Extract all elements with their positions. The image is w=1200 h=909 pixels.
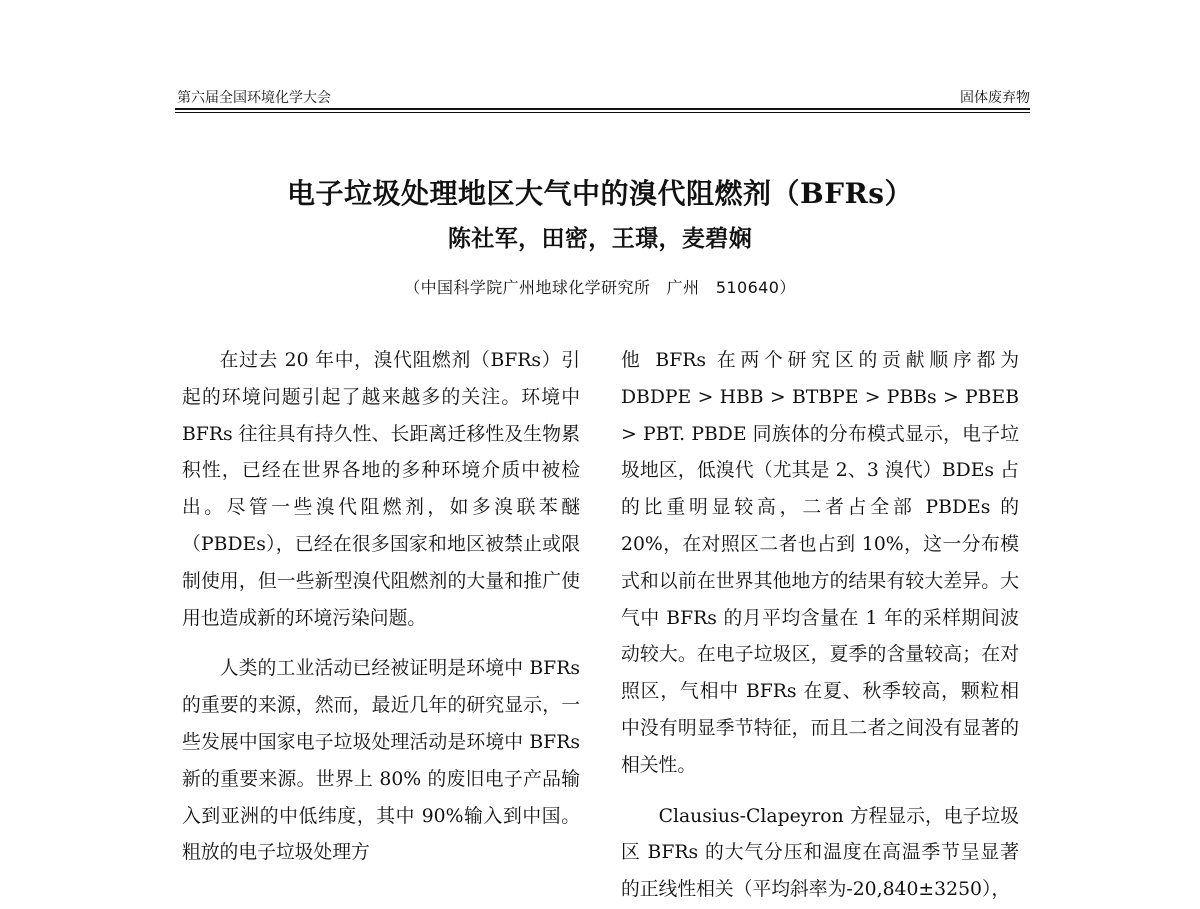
paragraph-spacer bbox=[621, 785, 1019, 799]
header-rule-thick bbox=[175, 108, 1030, 110]
affiliation: （中国科学院广州地球化学研究所 广州 510640） bbox=[404, 278, 796, 297]
body-paragraph: 在过去 20 年中，溴代阻燃剂（BFRs）引起的环境问题引起了越来越多的关注。环境中 BFRs 往往具有持久性、长距离迁移性及生物累积性，已经在世界各地的多种环境介质中被检出。尽管一些溴代阻燃剂，如多溴联苯醚（PBDEs），已经在很多国家和地区被禁止或限制使用，但一些新型溴代阻燃剂的大量和推广使用也造成新的环境污染问题。 bbox=[182, 350, 580, 629]
body-paragraph: 他 BFRs 在两个研究区的贡献顺序都为 DBDPE > HBB > BTBPE > PBBs > PBEB > PBT. PBDE 同族体的分布模式显示，电子垃圾地区，低溴代（尤其是 2、3 溴代）BDEs 占的比重明显较高，二者占全部 PBDEs 的 20%，在对照区二者也占到 10%，这一分布模式和以前在世界其他地方的结果有较大差异。大气中 BFRs 的月平均含量在 1 年的采样期间波动较大。在电子垃圾区，夏季的含量较高；在对照区，气相中 BFRs 在夏、秋季较高，颗粒相中没有明显季节特征，而且二者之间没有显著的相关性。 bbox=[621, 350, 1019, 776]
author-list: 陈社军，田密，王璟，麦碧娴 bbox=[447, 225, 753, 252]
paper-title: 电子垃圾处理地区大气中的溴代阻燃剂（BFRs） bbox=[286, 176, 914, 210]
paragraph-spacer bbox=[182, 637, 580, 651]
running-header-section: 固体废弃物 bbox=[960, 90, 1030, 106]
header-rule-thin bbox=[175, 112, 1030, 113]
right-text-column bbox=[621, 343, 1019, 909]
running-header-conference: 第六届全国环境化学大会 bbox=[177, 90, 331, 106]
body-paragraph: Clausius-Clapeyron 方程显示，电子垃圾区 BFRs 的大气分压和温度在高温季节呈显著的正线性相关（平均斜率为-20,840±3250）， bbox=[621, 805, 1019, 901]
left-text-column bbox=[182, 343, 580, 872]
body-paragraph: 人类的工业活动已经被证明是环境中 BFRs 的重要的来源，然而，最近几年的研究显示，一些发展中国家电子垃圾处理活动是环境中 BFRs 新的重要来源。世界上 80% 的废旧电子产品输入到亚洲的中低纬度，其中 90%输入到中国。粗放的电子垃圾处理方 bbox=[182, 658, 580, 864]
